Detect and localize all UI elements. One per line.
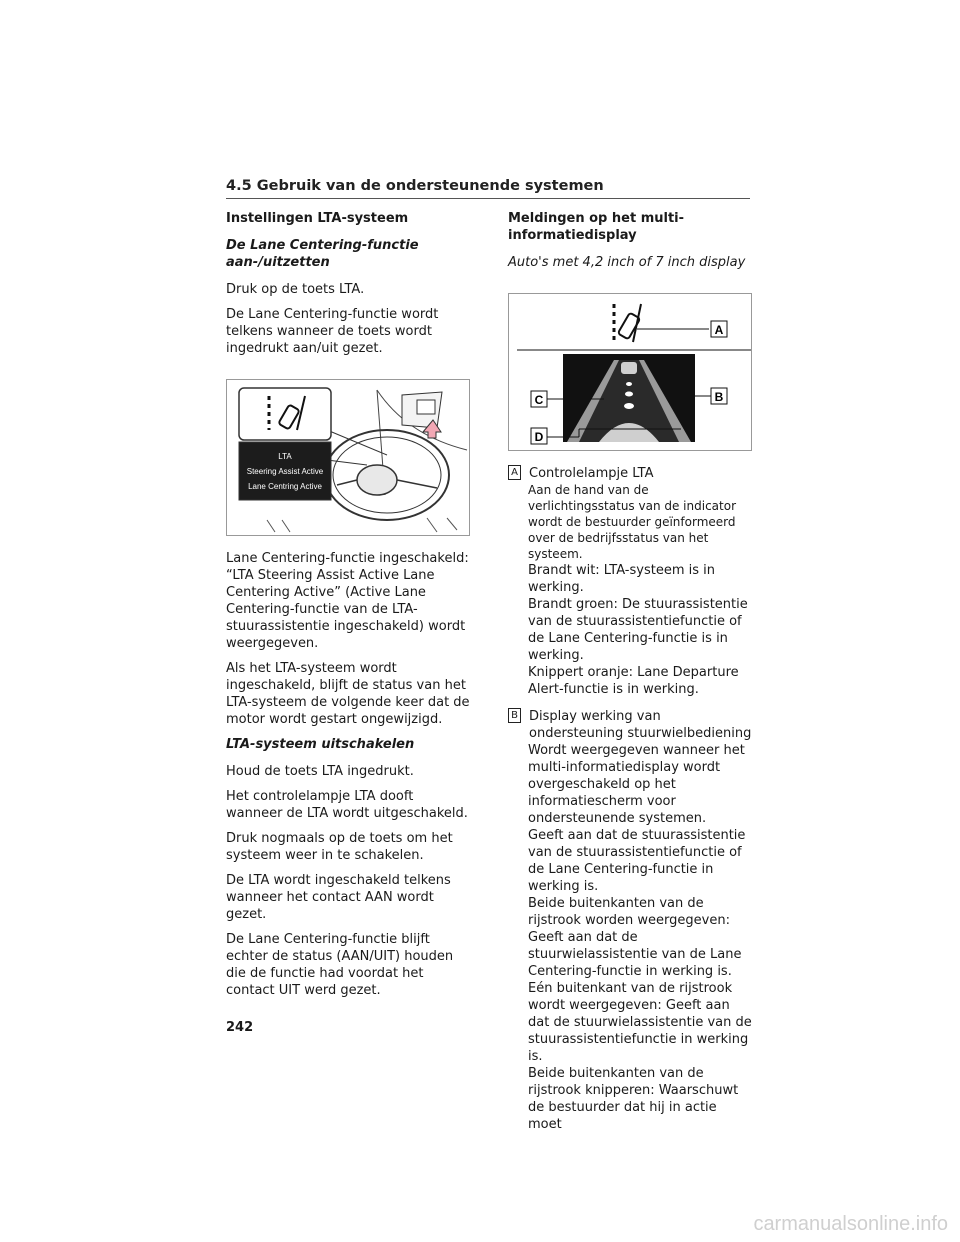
display-line-1: LTA [278, 452, 292, 461]
heading-lta-settings: Instellingen LTA-systeem [226, 211, 409, 226]
item-title-b: Display werking van ondersteuning stuurwielbediening [529, 709, 752, 741]
label-c: C [534, 393, 544, 407]
subheading-lane-centering: De Lane Centering-functie aan-/uitzetten [226, 238, 419, 270]
item-title-a: Controlelampje LTA [529, 466, 654, 481]
paragraph: Lane Centering-functie ingeschakeld: “LTA Steering Assist Active Lane Centering Active” (Active Lane Centering-functie van de LTA-stuurassistentie ingeschakeld) wordt weergegeven. [226, 551, 469, 651]
label-b: B [714, 390, 724, 404]
item-line: Knippert oranje: Lane Departure Alert-functie is in werking. [528, 665, 739, 697]
item-line: Brandt wit: LTA-systeem is in werking. [528, 563, 715, 595]
steering-wheel-illustration [227, 380, 469, 535]
item-line: Brandt groen: De stuurassistentie van de stuurassistentiefunctie of de Lane Centering-functie is in werking. [528, 597, 748, 663]
display-line-2: Steering Assist Active [246, 467, 324, 476]
item-a [508, 465, 752, 698]
paragraph: Druk op de toets LTA. [226, 282, 365, 297]
left-column [226, 210, 470, 1007]
item-sub-a: Aan de hand van de verlichtingsstatus van de indicator wordt de bestuurder geïnformeerd over de bedrijfsstatus van het systeem. [528, 483, 737, 561]
item-marker-b: B [508, 708, 521, 723]
subheading-lta-off: LTA-systeem uitschakelen [226, 737, 415, 752]
heading-mid-messages: Meldingen op het multi-informatiedisplay [508, 211, 685, 243]
item-line: Eén buitenkant van de rijstrook wordt weergegeven: Geeft aan dat de stuurwielassistentie van de stuurassistentiefunctie in werking is. [528, 981, 752, 1064]
paragraph: Druk nogmaals op de toets om het systeem weer in te schakelen. [226, 831, 453, 863]
paragraph: Houd de toets LTA ingedrukt. [226, 764, 414, 779]
page-number: 242 [226, 1020, 254, 1035]
paragraph: De LTA wordt ingeschakeld telkens wanneer het contact AAN wordt gezet. [226, 873, 451, 922]
paragraph: Als het LTA-systeem wordt ingeschakeld, blijft de status van het LTA-systeem de volgende keer dat de motor wordt gestart ongewijzigd. [226, 661, 470, 727]
watermark[interactable]: carmanualsonline.info [753, 1213, 948, 1235]
paragraph: De Lane Centering-functie wordt telkens wanneer de toets wordt ingedrukt aan/uit gezet. [226, 307, 439, 356]
item-b [508, 708, 752, 1133]
paragraph: Het controlelampje LTA dooft wanneer de LTA wordt uitgeschakeld. [226, 789, 468, 821]
item-marker-a: A [508, 465, 521, 480]
display-line-3: Lane Centring Active [248, 482, 322, 491]
figure-display [508, 293, 752, 451]
figure-steering-wheel [226, 379, 470, 536]
subtitle-display-size: Auto's met 4,2 inch of 7 inch display [508, 255, 746, 270]
item-line: Geeft aan dat de stuurassistentie van de stuurassistentiefunctie of de Lane Centering-functie in werking is. [528, 828, 746, 894]
right-column [508, 210, 752, 1139]
label-d: D [534, 430, 544, 444]
item-line: Beide buitenkanten van de rijstrook knipperen: Waarschuwt de bestuurder dat hij in actie moet [528, 1066, 739, 1132]
display-illustration [509, 294, 751, 450]
paragraph: De Lane Centering-functie blijft echter de status (AAN/UIT) houden die de functie had voordat het contact UIT werd gezet. [226, 932, 454, 998]
item-line: Wordt weergegeven wanneer het multi-informatiedisplay wordt overgeschakeld op het informatiescherm voor ondersteunende systemen. [528, 743, 745, 826]
label-a: A [714, 323, 724, 337]
item-line: Beide buitenkanten van de rijstrook worden weergegeven: Geeft aan dat de stuurwielassistentie van de Lane Centering-functie in werking is. [528, 896, 742, 979]
section-header: 4.5 Gebruik van de ondersteunende systemen [226, 178, 750, 199]
